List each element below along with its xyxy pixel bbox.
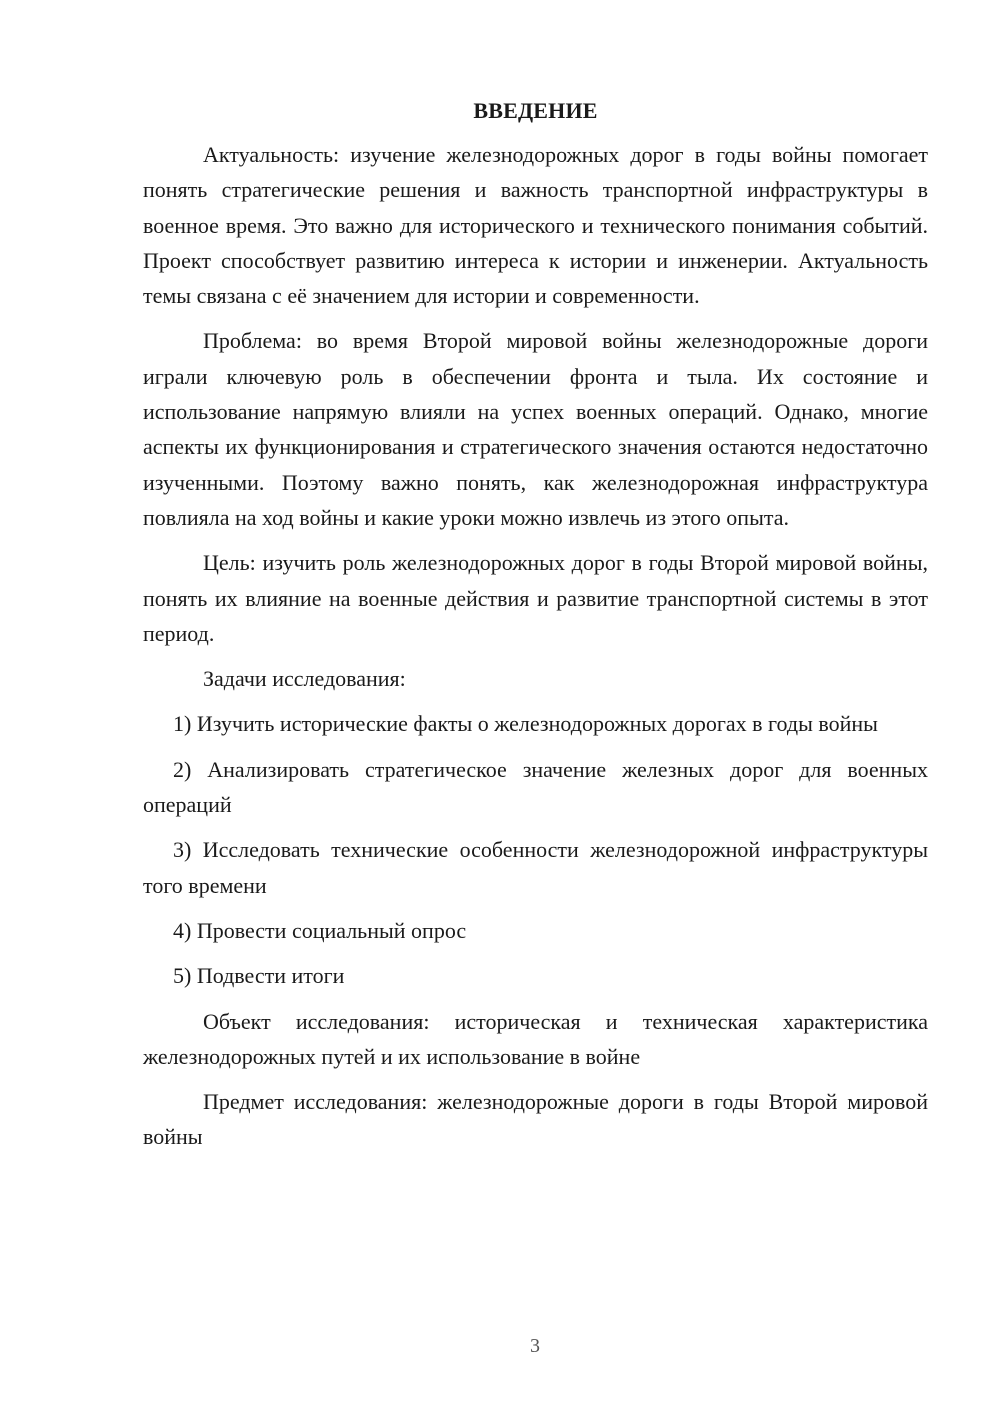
task-item-1: 1) Изучить исторические факты о железнодорожных дорогах в годы войны: [173, 711, 878, 737]
task-item-5: 5) Подвести итоги: [173, 963, 345, 989]
relevance-paragraph: Актуальность: изучение железнодорожных дорог в годы войны помогает понять стратегические решения и важность транспортной инфраструктуры в военное время. Это важно для исторического и технического понимания событий. Проект способствует развитию интереса к истории и инженерии. Актуальность темы связана с её значением для истории и современности.: [143, 142, 928, 309]
object-paragraph: Объект исследования: историческая и техническая характеристика железнодорожных путей и их использование в войне: [143, 1008, 928, 1069]
page-content: [143, 95, 928, 1165]
page-title: ВВЕДЕНИЕ: [473, 98, 598, 123]
page-number: 3: [530, 1335, 540, 1357]
task-item-2: 2) Анализировать стратегическое значение железных дорог для военных операций: [143, 756, 928, 818]
goal-paragraph: Цель: изучить роль железнодорожных дорог в годы Второй мировой войны, понять их влияние на военные действия и развитие транспортной системы в этот период.: [143, 550, 928, 646]
subject-paragraph: Предмет исследования: железнодорожные дороги в годы Второй мировой войны: [143, 1089, 928, 1150]
tasks-list: [143, 706, 928, 993]
task-item-4: 4) Провести социальный опрос: [173, 917, 467, 943]
task-item-3: 3) Исследовать технические особенности железнодорожной инфраструктуры того времени: [143, 837, 928, 898]
tasks-heading: Задачи исследования:: [203, 666, 406, 692]
problem-paragraph: Проблема: во время Второй мировой войны железнодорожные дороги играли ключевую роль в обеспечении фронта и тыла. Их состояние и использование напрямую влияли на успех военных операций. Однако, многие аспекты их функционирования и стратегического значения остаются недостаточно изученными. Поэтому важно понять, как железнодорожная инфраструктура повлияла на ход войны и какие уроки можно извлечь из этого опыта.: [143, 328, 928, 530]
